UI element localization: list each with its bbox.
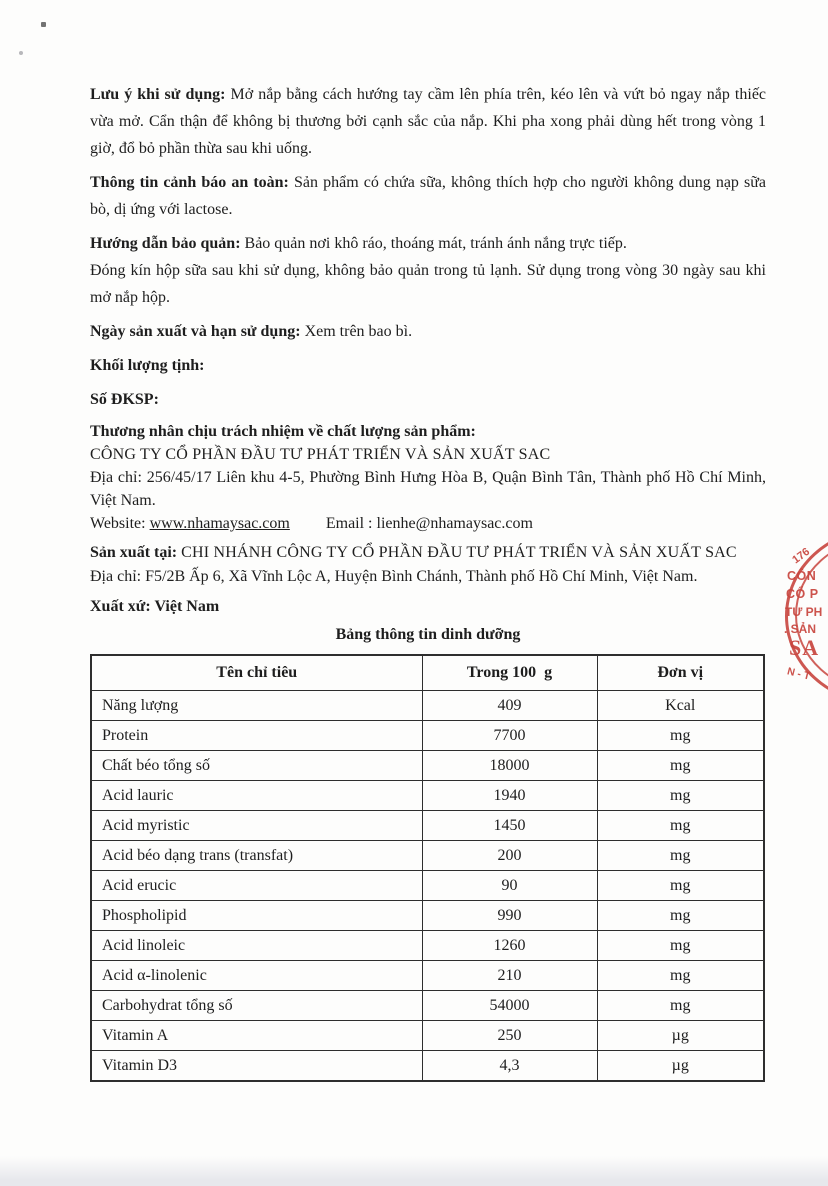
trader-address: Địa chỉ: 256/45/17 Liên khu 4-5, Phường Bình Hưng Hòa B, Quận Bình Tân, Thành phố Hồ Chí Minh, Việt Nam. <box>90 469 766 509</box>
stamp-text-cophan: CỔ P <box>786 587 819 601</box>
manufacturer-address: Địa chỉ: F5/2B Ấp 6, Xã Vĩnh Lộc A, Huyện Bình Chánh, Thành phố Hồ Chí Minh, Việt Nam. <box>90 568 698 585</box>
nutrition-table-row <box>91 691 764 721</box>
registration-number-line: Số ĐKSP: <box>90 391 159 408</box>
nutrition-table-row <box>91 931 764 961</box>
nutrient-unit-cell: mg <box>597 991 764 1021</box>
nutrient-name-cell: Acid linoleic <box>91 931 422 961</box>
nutrition-table-row <box>91 751 764 781</box>
nutrient-unit-cell: µg <box>597 1021 764 1051</box>
stamp-text-bottom: N - T <box>785 665 812 683</box>
safety-warning-text: Sản phẩm có chứa sữa, không thích hợp cho người không dung nạp sữa bò, dị ứng với lactose. <box>90 174 767 218</box>
origin-text: Việt Nam <box>154 598 220 615</box>
manufacturer-company-name: CHI NHÁNH CÔNG TY CỔ PHẦN ĐẦU TƯ PHÁT TRIỂN VÀ SẢN XUẤT SAC <box>181 544 737 561</box>
nutrient-value-cell: 18000 <box>422 751 597 781</box>
nutrient-name-cell: Protein <box>91 721 422 751</box>
nutrient-name-cell: Năng lượng <box>91 691 422 721</box>
nutrient-value-cell: 990 <box>422 901 597 931</box>
nutrition-table-row <box>91 961 764 991</box>
nutrition-table-row <box>91 1021 764 1051</box>
trader-contact-line <box>90 512 766 535</box>
trader-company-name: CÔNG TY CỔ PHẦN ĐẦU TƯ PHÁT TRIỂN VÀ SẢN XUẤT SAC <box>90 446 551 463</box>
nutrient-unit-cell: mg <box>597 781 764 811</box>
nutrient-name-cell: Acid erucic <box>91 871 422 901</box>
nutrient-name-cell: Acid α-linolenic <box>91 961 422 991</box>
nutrition-table-row <box>91 871 764 901</box>
column-header-name: Tên chỉ tiêu <box>91 655 422 691</box>
net-weight-line: Khối lượng tịnh: <box>90 357 205 374</box>
nutrient-name-cell: Acid myristic <box>91 811 422 841</box>
stamp-text-sac: SA <box>789 635 820 660</box>
mfg-date-text: Xem trên bao bì. <box>304 323 413 340</box>
nutrition-table-header-row <box>91 655 764 691</box>
mfg-date-label: Ngày sản xuất và hạn sử dụng: <box>90 323 301 340</box>
nutrient-name-cell: Phospholipid <box>91 901 422 931</box>
nutrient-value-cell: 210 <box>422 961 597 991</box>
website-label: Website: <box>90 515 146 532</box>
storage-label: Hướng dẫn bảo quản: <box>90 235 241 252</box>
nutrition-table-title: Bảng thông tin dinh dưỡng <box>335 626 521 643</box>
nutrition-table-row <box>91 781 764 811</box>
nutrition-table-row <box>91 901 764 931</box>
nutrient-value-cell: 54000 <box>422 991 597 1021</box>
column-header-unit: Đơn vị <box>597 655 764 691</box>
scan-edge-shadow <box>0 1156 828 1186</box>
nutrient-name-cell: Acid lauric <box>91 781 422 811</box>
safety-warning-paragraph <box>90 169 766 223</box>
nutrition-table-row <box>91 721 764 751</box>
nutrient-value-cell: 1450 <box>422 811 597 841</box>
nutrient-name-cell: Vitamin D3 <box>91 1051 422 1082</box>
column-header-per100g: Trong 100 g <box>422 655 597 691</box>
nutrient-unit-cell: mg <box>597 721 764 751</box>
nutrient-value-cell: 200 <box>422 841 597 871</box>
nutrient-unit-cell: mg <box>597 871 764 901</box>
nutrient-name-cell: Chất béo tổng số <box>91 751 422 781</box>
nutrient-unit-cell: mg <box>597 931 764 961</box>
nutrient-value-cell: 250 <box>422 1021 597 1051</box>
nutrient-name-cell: Vitamin A <box>91 1021 422 1051</box>
origin-label: Xuất xứ: <box>90 598 151 615</box>
trader-info-block <box>90 420 766 535</box>
manufacturer-line <box>90 541 766 565</box>
company-stamp-fragment <box>782 529 828 697</box>
storage-text: Bảo quản nơi khô ráo, thoáng mát, tránh ánh nắng trực tiếp. <box>244 235 627 252</box>
nutrient-unit-cell: mg <box>597 961 764 991</box>
nutrition-table-row <box>91 841 764 871</box>
email-label: Email : <box>325 515 373 532</box>
document-body <box>90 81 766 1082</box>
nutrition-table-row <box>91 991 764 1021</box>
scan-speck <box>19 51 23 55</box>
stamp-inner-ring <box>795 537 828 693</box>
nutrition-table-row <box>91 811 764 841</box>
scan-speck <box>41 22 46 27</box>
nutrient-unit-cell: µg <box>597 1051 764 1082</box>
storage-instructions-line <box>90 230 766 257</box>
nutrient-unit-cell: mg <box>597 751 764 781</box>
stamp-outer-ring <box>785 529 828 697</box>
manufacturer-info-block <box>90 541 766 589</box>
nutrient-value-cell: 4,3 <box>422 1051 597 1082</box>
stamp-text-cong: CÔN <box>787 569 817 583</box>
mfg-date-line <box>90 318 766 345</box>
nutrient-unit-cell: mg <box>597 811 764 841</box>
nutrition-table-row <box>91 1051 764 1082</box>
nutrient-unit-cell: mg <box>597 901 764 931</box>
usage-note-text: Mở nắp bằng cách hướng tay cầm lên phía trên, kéo lên và vứt bỏ ngay nắp thiếc vừa mở. Cẩn thận để không bị thương bởi cạnh sắc của nắp. Khi pha xong phải dùng hết trong vòng 1 giờ, đổ bỏ phần thừa sau khi uống. <box>90 86 767 157</box>
nutrient-name-cell: Carbohydrat tổng số <box>91 991 422 1021</box>
website-link[interactable]: www.nhamaysac.com <box>149 515 290 532</box>
stamp-text-number: 176 <box>790 545 813 567</box>
nutrient-value-cell: 409 <box>422 691 597 721</box>
email-address: lienhe@nhamaysac.com <box>376 515 533 532</box>
stamp-text-san: . SẢN <box>784 622 817 636</box>
usage-note-label: Lưu ý khi sử dụng: <box>90 86 226 103</box>
trader-label: Thương nhân chịu trách nhiệm về chất lượng sản phẩm: <box>90 423 476 440</box>
origin-line <box>90 595 766 619</box>
manufacturer-label: Sản xuất tại: <box>90 544 178 561</box>
safety-warning-label: Thông tin cảnh báo an toàn: <box>90 174 289 191</box>
nutrient-unit-cell: Kcal <box>597 691 764 721</box>
storage-instructions-continued: Đóng kín hộp sữa sau khi sử dụng, không bảo quản trong tủ lạnh. Sử dụng trong vòng 30 ngày sau khi mở nắp hộp. <box>90 262 766 306</box>
nutrition-table <box>90 654 765 1082</box>
nutrient-name-cell: Acid béo dạng trans (transfat) <box>91 841 422 871</box>
usage-note-paragraph <box>90 81 766 162</box>
stamp-text-tuphat: TƯ PH <box>785 605 823 619</box>
nutrient-value-cell: 1940 <box>422 781 597 811</box>
nutrient-value-cell: 7700 <box>422 721 597 751</box>
nutrient-value-cell: 1260 <box>422 931 597 961</box>
nutrient-unit-cell: mg <box>597 841 764 871</box>
nutrient-value-cell: 90 <box>422 871 597 901</box>
